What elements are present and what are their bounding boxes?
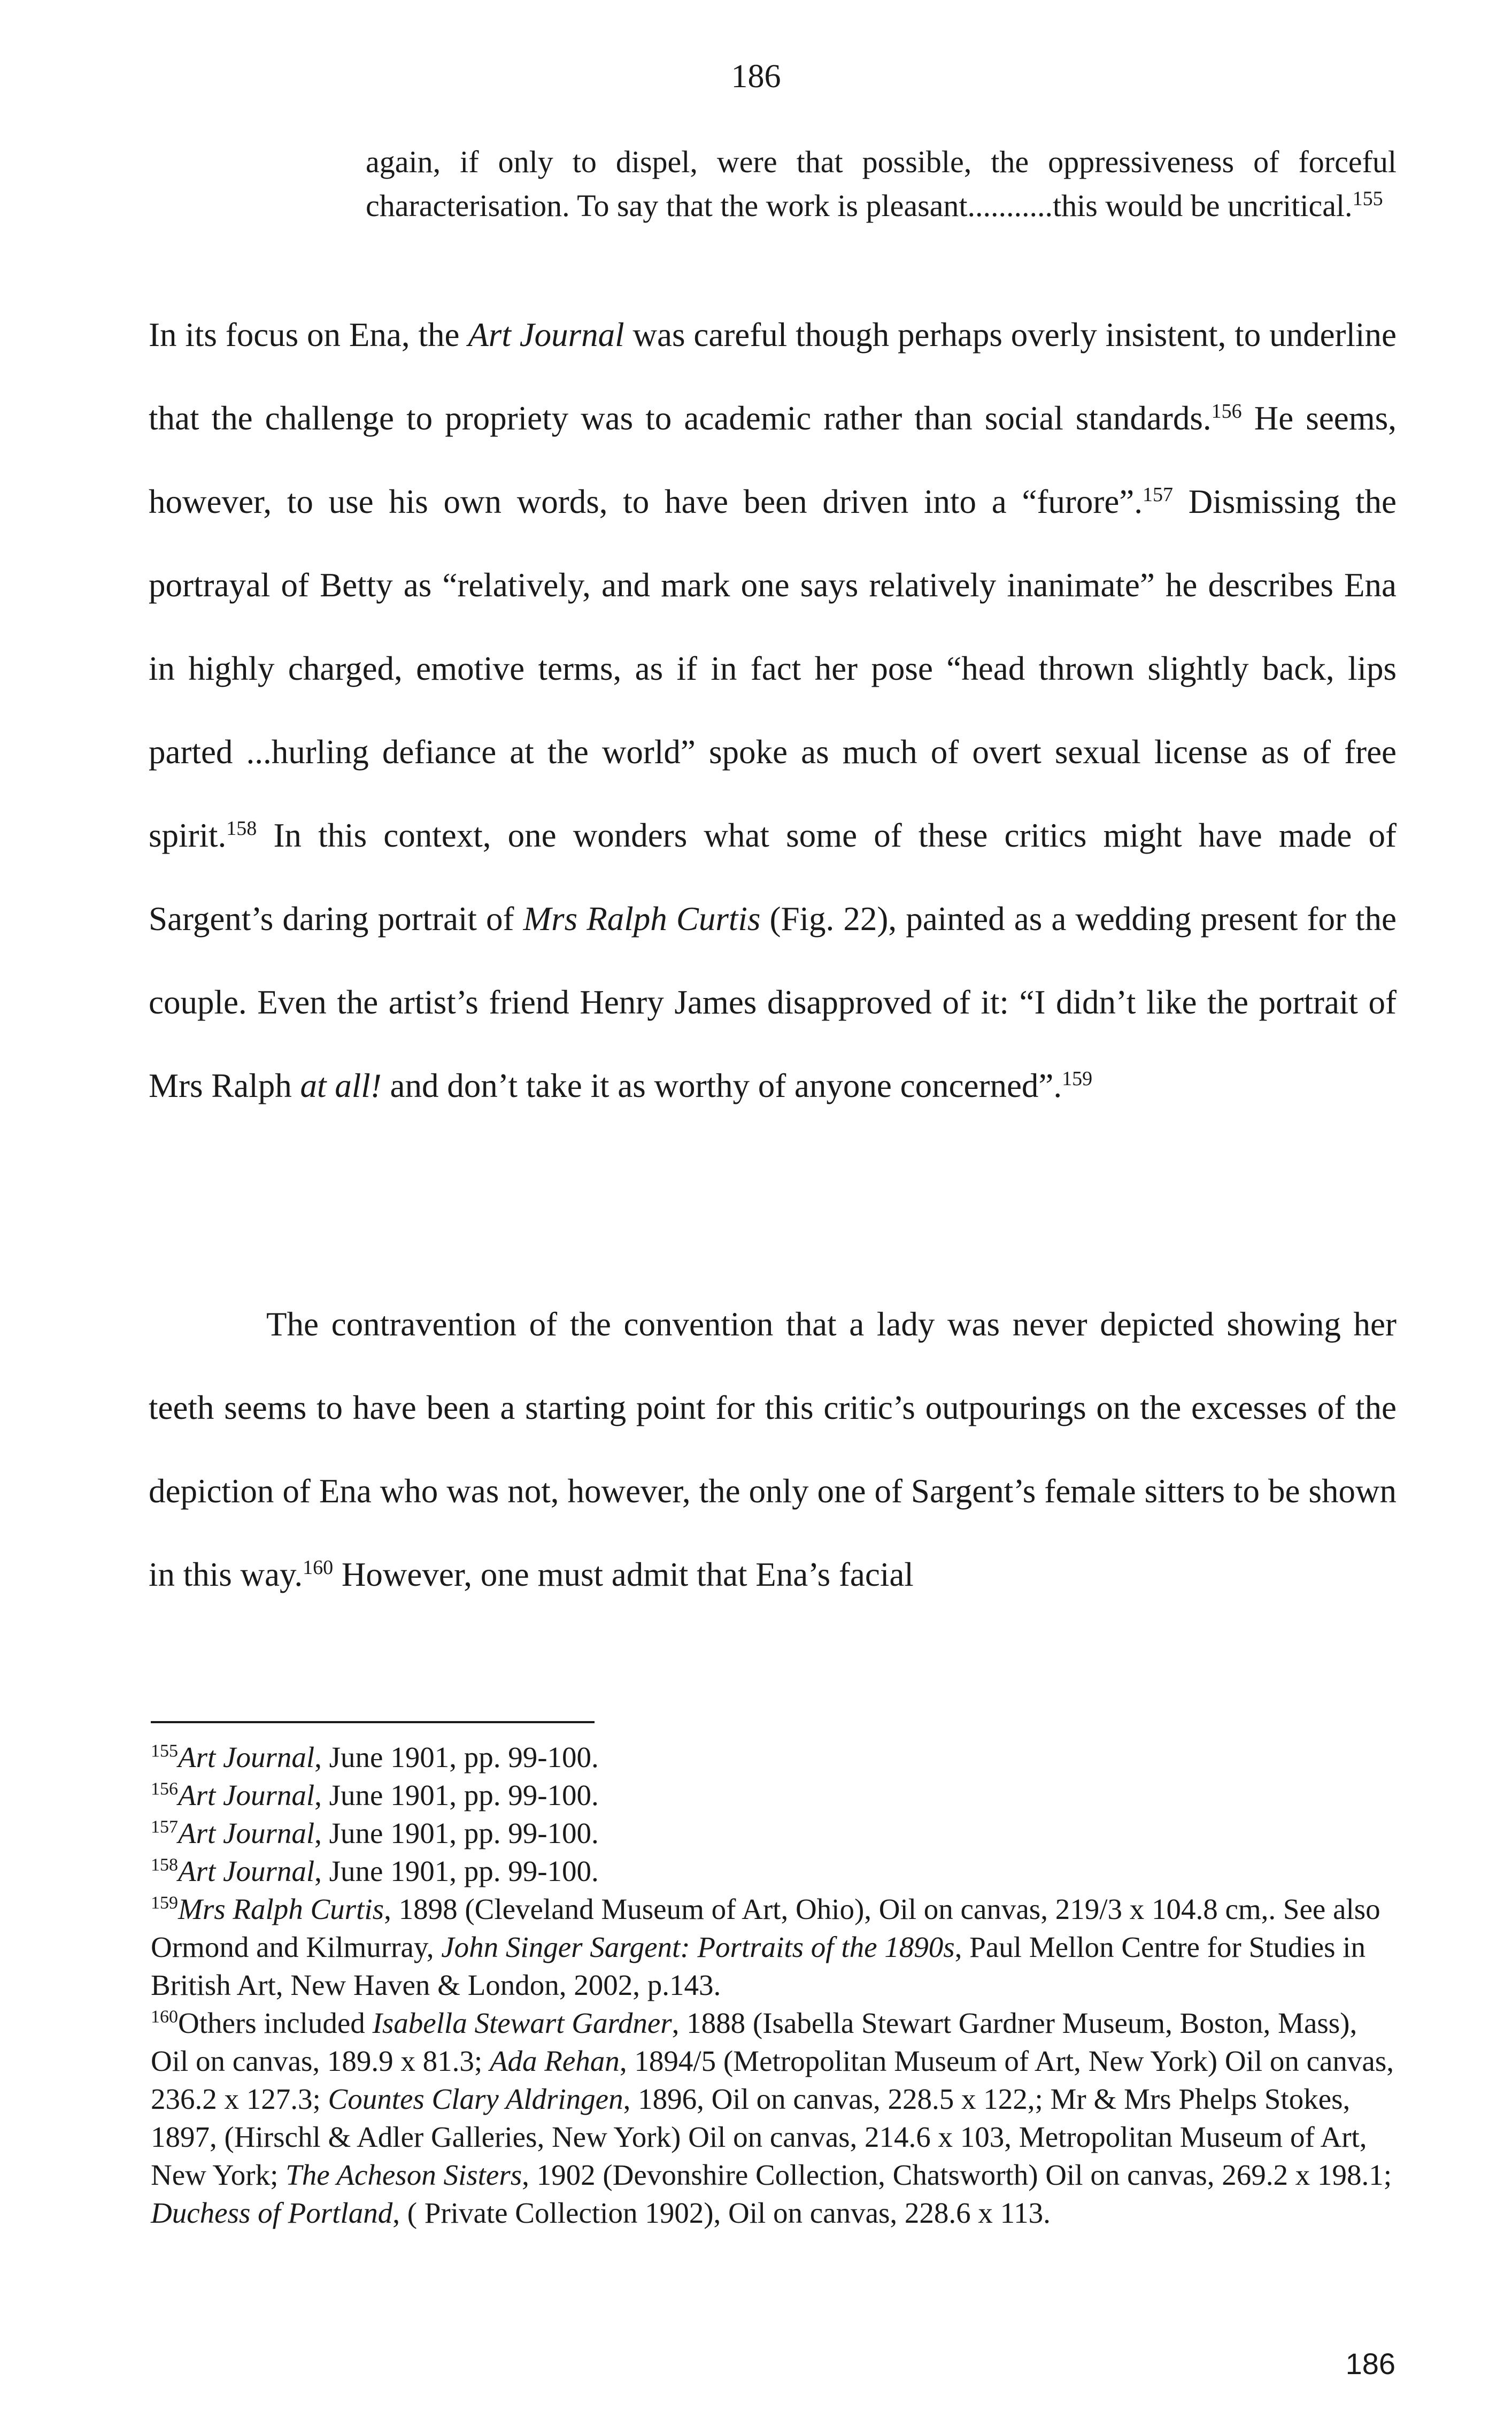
footnote-title: Art Journal <box>178 1741 315 1773</box>
footnote-text: , 1888 (Isabella Stewart Gardner Museum, Boston, Mass), Oil on canvas, 189.9 x 81.3; <box>151 2007 1357 2077</box>
page-number-top: 186 <box>731 58 781 95</box>
footnote-title: Art Journal <box>178 1855 315 1887</box>
footnote-text: Others included <box>178 2007 373 2039</box>
artwork-title: Mrs Ralph Curtis <box>523 900 761 938</box>
footnote-text: , June 1901, pp. 99-100. <box>314 1779 599 1811</box>
footnote-artwork-title: Ada Rehan <box>489 2045 620 2077</box>
footnote-title: Mrs Ralph Curtis <box>178 1893 384 1925</box>
footnote-artwork-title: The Acheson Sisters <box>286 2159 522 2191</box>
paragraph-text: was careful though perhaps overly insistent, to underline that the challenge to propriety was to academic rather than social standards. <box>149 316 1397 437</box>
body-paragraph <box>149 1283 1397 1616</box>
footnote-artwork-title: Duchess of Portland <box>151 2197 393 2229</box>
footnote-divider <box>151 1721 595 1723</box>
footnote-text: , ( Private Collection 1902), Oil on canvas, 228.6 x 113. <box>392 2197 1051 2229</box>
footnote-text: , 1902 (Devonshire Collection, Chatsworth) Oil on canvas, 269.2 x 198.1; <box>522 2159 1392 2191</box>
emphasis-text: at all! <box>300 1067 382 1104</box>
footnote-book-title: John Singer Sargent: Portraits of the 1890s <box>441 1931 955 1963</box>
page-number-bottom: 186 <box>1345 2347 1395 2381</box>
footnote-155 <box>151 1738 1397 1776</box>
footnote-number: 160 <box>151 2007 178 2027</box>
paragraph-text: The contravention of the convention that a lady was never depicted showing her teeth seems to have been a starting point for this critic’s outpourings on the excesses of the depiction of Ena who was not, however, the only one of Sargent’s female sitters to be shown in this way. <box>149 1306 1397 1593</box>
footnote-number: 156 <box>151 1779 178 1799</box>
footnote-160 <box>151 2004 1397 2232</box>
footnote-ref[interactable]: 155 <box>1352 187 1383 210</box>
paragraph-text: In its focus on Ena, the <box>149 316 468 354</box>
footnote-157 <box>151 1814 1397 1852</box>
publication-title: Art Journal <box>468 316 624 354</box>
paragraph-text: However, one must admit that Ena’s facial <box>333 1556 914 1593</box>
paragraph-text: In this context, one wonders what some of these critics might have made of Sargent’s daring portrait of <box>149 817 1397 938</box>
footnote-ref[interactable]: 160 <box>303 1556 334 1579</box>
footnote-number: 155 <box>151 1741 178 1761</box>
paragraph-text: (Fig. 22), painted as a wedding present for the couple. Even the artist’s friend Henry James disapproved of it: “I didn’t like the portrait of Mrs Ralph <box>149 900 1397 1104</box>
footnote-number: 159 <box>151 1893 178 1913</box>
footnote-text: , 1896, Oil on canvas, 228.5 x 122,; Mr & Mrs Phelps Stokes, 1897, (Hirschl & Adler Galleries, New York) Oil on canvas, 214.6 x 103, Metropolitan Museum of Art, New York; <box>151 2083 1367 2191</box>
footnote-ref[interactable]: 158 <box>226 817 257 840</box>
block-quote <box>366 140 1397 228</box>
footnote-159 <box>151 1890 1397 2004</box>
footnote-number: 158 <box>151 1855 178 1875</box>
footnote-ref[interactable]: 159 <box>1062 1068 1093 1090</box>
footnote-title: Art Journal <box>178 1779 315 1811</box>
footnote-text: , June 1901, pp. 99-100. <box>314 1855 599 1887</box>
footnotes <box>151 1738 1397 2232</box>
footnote-ref[interactable]: 156 <box>1211 400 1242 423</box>
footnote-text: , June 1901, pp. 99-100. <box>314 1817 599 1849</box>
body-paragraph <box>149 293 1397 1127</box>
footnote-artwork-title: Isabella Stewart Gardner <box>372 2007 672 2039</box>
paragraph-text: Dismissing the portrayal of Betty as “relatively, and mark one says relatively inanimate” he describes Ena in highly charged, emotive terms, as if in fact her pose “head thrown slightly back, lips parted ...hurling defiance at the world” spoke as much of overt sexual license as of free spirit. <box>149 483 1397 854</box>
footnote-156 <box>151 1776 1397 1814</box>
paragraph-text: He seems, however, to use his own words, to have been driven into a “furore”. <box>149 400 1397 520</box>
footnote-artwork-title: Countes Clary Aldringen <box>328 2083 623 2115</box>
footnote-text: , June 1901, pp. 99-100. <box>314 1741 599 1773</box>
footnote-158 <box>151 1852 1397 1890</box>
footnote-text: , 1894/5 (Metropolitan Museum of Art, New York) Oil on canvas, 236.2 x 127.3; <box>151 2045 1394 2115</box>
footnote-text: , Paul Mellon Centre for Studies in British Art, New Haven & London, 2002, p.143. <box>151 1931 1366 2001</box>
footnote-text: , 1898 (Cleveland Museum of Art, Ohio), Oil on canvas, 219/3 x 104.8 cm,. See also Ormond and Kilmurray, <box>151 1893 1380 1963</box>
footnote-title: Art Journal <box>178 1817 315 1849</box>
quote-text: again, if only to dispel, were that possible, the oppressiveness of forceful characterisation. To say that the work is pleasant...........this would be uncritical. <box>366 144 1397 223</box>
paragraph-text: and don’t take it as worthy of anyone concerned”. <box>381 1067 1062 1104</box>
footnote-number: 157 <box>151 1817 178 1837</box>
footnote-ref[interactable]: 157 <box>1143 483 1174 506</box>
